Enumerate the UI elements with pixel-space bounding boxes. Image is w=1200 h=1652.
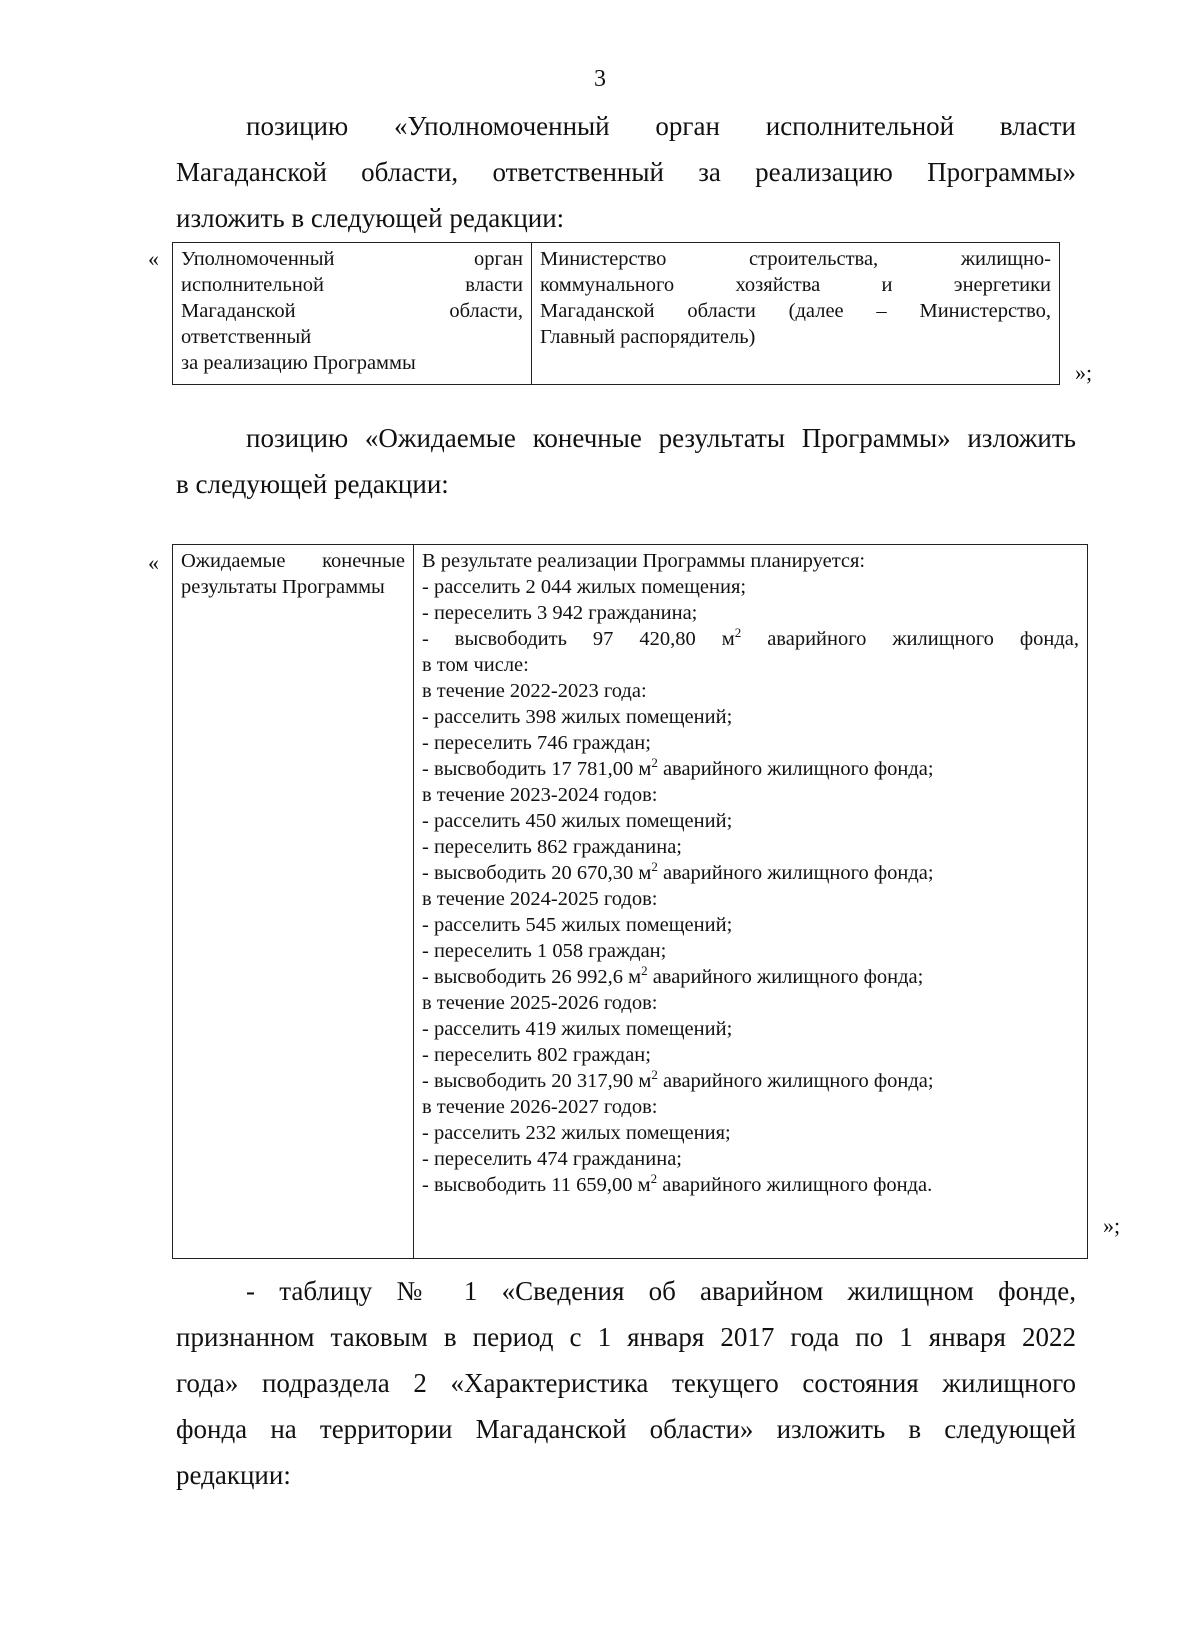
cell-line: исполнительной власти — [181, 274, 523, 296]
cell-line: Магаданской области (далее – Министерство, — [540, 300, 1051, 322]
paragraph-line: позицию «Уполномоченный орган исполнительной власти — [246, 111, 1076, 141]
paragraph-line: признанном таковым в период с 1 января 2017 года по 1 января 2022 — [176, 1322, 1076, 1352]
cell-line: результаты Программы — [181, 576, 385, 598]
cell-line: в течение 2022-2023 года: — [422, 680, 647, 702]
close-quote: »; — [1103, 1213, 1121, 1238]
results-table — [172, 544, 1088, 1259]
cell-line: за реализацию Программы — [181, 352, 416, 374]
paragraph-table-1 — [176, 1268, 1076, 1498]
page-number: 3 — [594, 66, 606, 92]
paragraph-line: - таблицу № 1 «Сведения об аварийном жилищном фонде, — [246, 1276, 1076, 1306]
cell-line: - высвободить 20 670,30 $м^2$ аварийного жилищного фонда; — [422, 859, 934, 884]
cell-line: в том числе: — [422, 654, 529, 676]
cell-line: - расселить 545 жилых помещений; — [422, 914, 733, 936]
cell-line: - расселить 398 жилых помещений; — [422, 706, 733, 728]
cell-line: - расселить 450 жилых помещений; — [422, 810, 733, 832]
cell-line: - высвободить 26 992,6 $м^2$ аварийного жилищного фонда; — [422, 963, 924, 988]
cell-line: - высвободить 20 317,90 $м^2$ аварийного жилищного фонда; — [422, 1067, 934, 1092]
open-quote: « — [148, 246, 159, 271]
cell-line: - расселить 232 жилых помещения; — [422, 1122, 731, 1144]
paragraph-position-results — [176, 415, 1076, 507]
cell-line: Ожидаемые конечные — [181, 550, 405, 572]
cell-line: - расселить 419 жилых помещений; — [422, 1018, 733, 1040]
cell-line: в течение 2024-2025 годов: — [422, 888, 658, 910]
paragraph-line: изложить в следующей редакции: — [176, 203, 565, 233]
paragraph-line: года» подраздела 2 «Характеристика текущего состояния жилищного — [176, 1368, 1076, 1398]
cell-line: в течение 2023-2024 годов: — [422, 784, 658, 806]
authority-table — [172, 242, 1060, 385]
cell-line: коммунального хозяйства и энергетики — [540, 274, 1051, 296]
close-quote: »; — [1075, 360, 1093, 385]
table-cell-value — [532, 243, 1060, 385]
open-quote: « — [148, 550, 159, 575]
paragraph-line: Магаданской области, ответственный за реализацию Программы» — [176, 157, 1076, 187]
cell-line: - высвободить 97 420,80 $м^2$ аварийного жилищного фонда, — [422, 625, 1079, 650]
paragraph-line: в следующей редакции: — [176, 469, 449, 499]
cell-line: в течение 2025-2026 годов: — [422, 992, 658, 1014]
cell-line: - переселить 862 гражданина; — [422, 836, 682, 858]
paragraph-position-authority — [176, 103, 1076, 241]
cell-line: в течение 2026-2027 годов: — [422, 1096, 658, 1118]
table-row — [173, 243, 1060, 385]
cell-line: - переселить 3 942 гражданина; — [422, 602, 698, 624]
cell-line: - высвободить 11 659,00 $м^2$ аварийного жилищного фонда. — [422, 1171, 933, 1196]
cell-line: - переселить 1 058 граждан; — [422, 940, 667, 962]
table-cell-label — [173, 243, 532, 385]
cell-line: ответственный — [181, 326, 312, 348]
table-row — [173, 545, 1088, 1259]
cell-line: Главный распорядитель) — [540, 326, 756, 348]
paragraph-line: редакции: — [176, 1460, 291, 1490]
cell-line: Уполномоченный орган — [181, 248, 523, 270]
cell-line: В результате реализации Программы планируется: — [422, 550, 866, 572]
table-cell-label — [173, 545, 414, 1259]
cell-line: - высвободить 17 781,00 $м^2$ аварийного жилищного фонда; — [422, 755, 934, 780]
cell-line: - переселить 746 граждан; — [422, 732, 651, 754]
table-cell-value — [414, 545, 1088, 1259]
paragraph-line: фонда на территории Магаданской области» изложить в следующей — [176, 1414, 1076, 1444]
cell-line: - переселить 474 гражданина; — [422, 1148, 682, 1170]
cell-line: - переселить 802 граждан; — [422, 1044, 651, 1066]
cell-line: Магаданской области, — [181, 300, 523, 322]
paragraph-line: позицию «Ожидаемые конечные результаты Программы» изложить — [246, 423, 1076, 453]
cell-line: - расселить 2 044 жилых помещения; — [422, 576, 747, 598]
cell-line: Министерство строительства, жилищно- — [540, 248, 1051, 270]
